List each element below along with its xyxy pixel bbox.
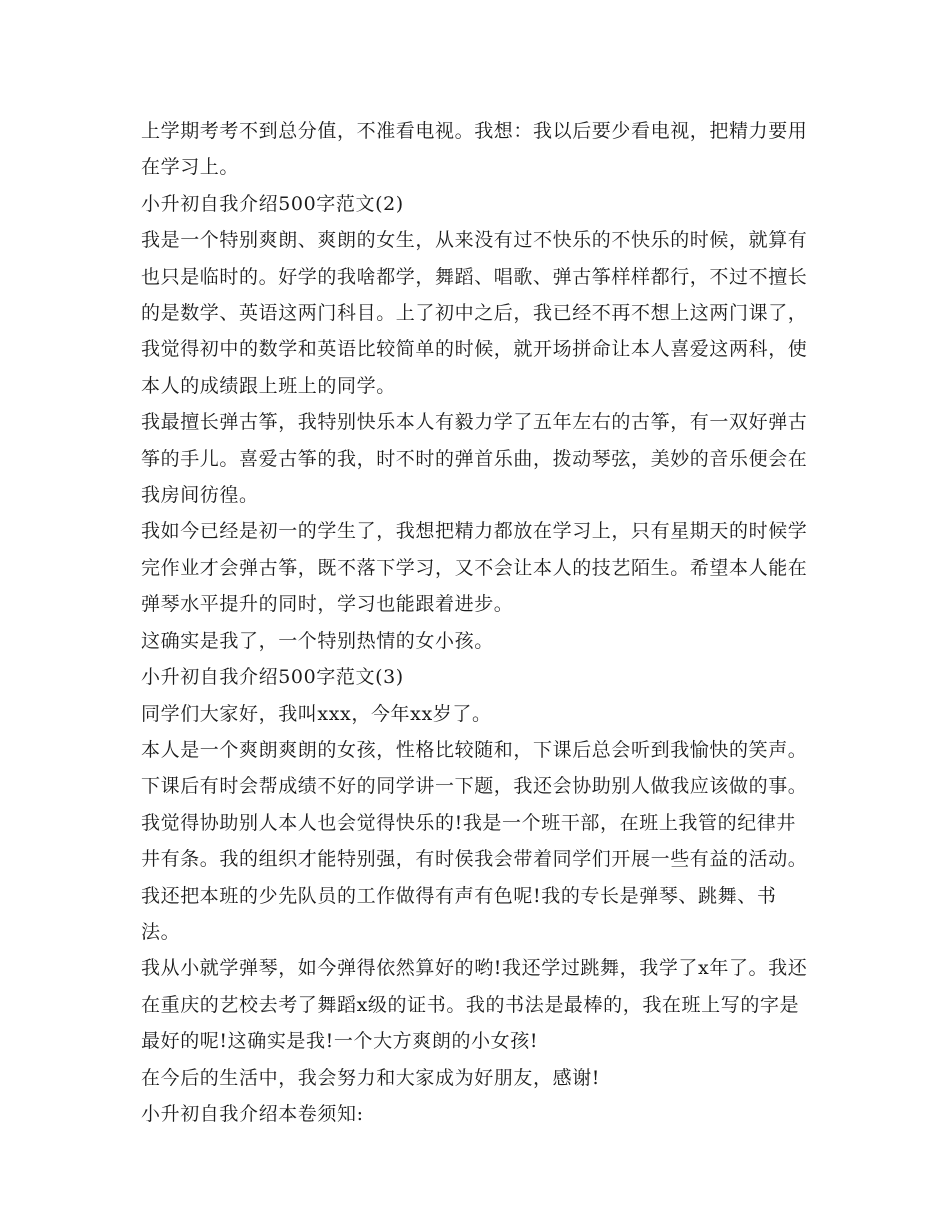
section-heading-2: 小升初自我介绍500字范文(2) bbox=[141, 192, 404, 215]
section-heading-3: 小升初自我介绍500字范文(3) bbox=[141, 666, 404, 689]
paragraph: 我最擅长弹古筝，我特别快乐本人有毅力学了五年左右的古筝，有一双好弹古筝的手儿。喜爱古筝的我，时不时的弹首乐曲，拨动琴弦，美妙的音乐便会在我房间彷徨。 bbox=[141, 411, 808, 507]
paragraph: 我是一个特别爽朗、爽朗的女生，从来没有过不快乐的不快乐的时候，就算有也只是临时的。好学的我啥都学，舞蹈、唱歌、弹古筝样样都行，不过不擅长的是数学、英语这两门科目。上了初中之后，我已经不再不想上这两门课了，我觉得初中的数学和英语比较简单的时候，就开场拼命让本人喜爱这两科，使本人的成绩跟上班上的同学。 bbox=[141, 229, 808, 397]
paragraph: 我如今已经是初一的学生了，我想把精力都放在学习上，只有星期天的时候学完作业才会弹古筝，既不落下学习，又不会让本人的技艺陌生。希望本人能在弹琴水平提升的同时，学习也能跟着进步。 bbox=[141, 520, 808, 616]
paragraph: 同学们大家好，我叫xxx，今年xx岁了。 bbox=[141, 702, 492, 725]
paragraph: 这确实是我了，一个特别热情的女小孩。 bbox=[141, 629, 494, 652]
section-heading-notes: 小升初自我介绍本卷须知: bbox=[141, 1102, 364, 1125]
paragraph: 本人是一个爽朗爽朗的女孩，性格比较随和，下课后总会听到我愉快的笑声。下课后有时会帮成绩不好的同学讲一下题，我还会协助别人做我应该做的事。我觉得协助别人本人也会觉得快乐的!我是一个班干部，在班上我管的纪律井井有条。我的组织才能特别强，有时侯我会带着同学们开展一些有益的活动。我还把本班的少先队员的工作做得有声有色呢!我的专长是弹琴、跳舞、书法。 bbox=[141, 738, 808, 943]
paragraph: 我从小就学弹琴，如今弹得依然算好的哟!我还学过跳舞，我学了x年了。我还在重庆的艺校去考了舞蹈x级的证书。我的书法是最棒的，我在班上写的字是最好的呢!这确实是我!一个大方爽朗的小女孩! bbox=[141, 957, 808, 1053]
paragraph-intro-ending: 上学期考考不到总分值，不准看电视。我想：我以后要少看电视，把精力要用在学习上。 bbox=[141, 120, 808, 179]
paragraph: 在今后的生活中，我会努力和大家成为好朋友，感谢! bbox=[141, 1066, 601, 1089]
document-body bbox=[141, 113, 813, 1132]
